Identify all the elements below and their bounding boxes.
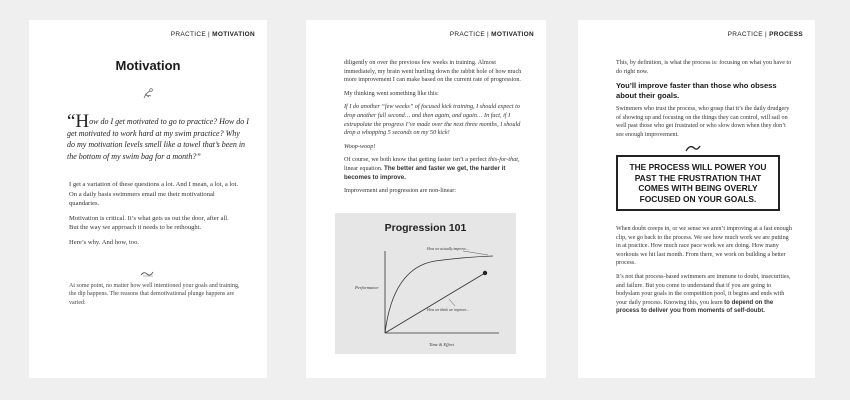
body-text [344,59,524,201]
paragraph: My thinking went something like this: [344,89,439,97]
page-motivation [29,20,267,378]
paragraph: This, by definition, is what the process is: focusing on what you have to do right now. [616,60,792,75]
text-span: , linear equation. [344,156,520,172]
section-heading: You’ll improve faster than those who obsess about their goals. [616,81,777,100]
wave-divider-icon [140,269,156,277]
paragraph: Improvement and progression are non-linear: [344,187,457,195]
y-axis-label: Performance [355,285,379,290]
chart-svg [335,213,516,354]
paragraph: Here’s why. And how, too. [69,238,140,246]
page-title: Motivation [115,58,181,73]
x-axis-label: Time & Effort [429,342,455,347]
think-arrow-pointer [449,299,455,306]
opening-quote [67,111,249,162]
header-section: PRACTICE [727,31,763,38]
page-motivation-2 [306,20,546,378]
quote-dropcap: “H [67,111,90,132]
paragraph: Motivation is critical. It’s what gets us out the door, after all. But the way we approach it needs to be rethought. [69,214,229,232]
page-header: PRACTICE | MOTIVATION [170,31,255,38]
header-topic: MOTIVATION [212,31,255,38]
bold-text: The better and faster we get, the harder it becomes to improve. [344,164,506,181]
page-header: PRACTICE | PROCESS [727,31,803,38]
wave-icon [678,142,708,154]
paragraph: Swimmers who trust the process, who grasp that it’s the daily drudgery of showing up and focusing on the things they can control, will sail on well past those who get frustrated or who slow down when they don’t see enough improvement. [616,106,790,138]
header-section: PRACTICE [170,31,206,38]
swimmer-icon [141,87,155,101]
page-header: PRACTICE | MOTIVATION [449,31,534,38]
header-topic: PROCESS [769,31,803,38]
text-span: this-for-that [488,156,519,164]
header-section: PRACTICE [449,31,485,38]
body-text [69,180,239,253]
paragraph: diligently on over the previous few weeks in training. Almost immediately, my brain went hurtling down the rabbit hole of how much more improvement I can make based on the current rate of progression. [344,59,522,84]
paragraph: I get a variation of these questions a lot. And I mean, a lot, a lot. On a daily basis swimmers email me their motivational quandaries. [69,181,239,208]
actual-curve-label: How we actually improve... [427,247,469,251]
bold-text: to depend on the process to deliver you from moments of self-doubt. [616,298,774,315]
actual-arrow-pointer [463,251,488,255]
chart-title: Progression 101 [384,222,467,234]
callout-box: THE PROCESS WILL POWER YOU PAST THE FRUSTRATION THAT COMES WITH BEING OVERLY FOCUSED ON YOUR GOALS. [616,155,780,211]
swimmer-marker-icon [483,271,487,275]
whoop-text: Woop-woop! [344,142,376,150]
actual-curve [385,256,493,333]
italic-paragraph: If I do another “few weeks” of focused kick training, I should expect to drop another full second… and then again, and again… In fact, if I extrapolate the progress I’ve made over the next three months, I should drop a whopping 5 seconds on my 50 kick! [344,103,521,137]
text-span: Of course, we both know that getting faster isn’t a perfect [344,156,489,164]
think-line-label: How we think we improve... [427,308,470,312]
progression-chart [335,213,516,354]
page-process [578,20,815,378]
body-text-lower [616,225,793,321]
think-line [385,273,485,333]
bottom-paragraph: At some point, no matter how well intentioned your goals and training, the dip happens. The reasons that demotivational plunge happens are varied: [69,283,240,306]
body-text [616,59,793,145]
text-span: It’s not that process-based swimmers are immune to doubt, insecurities, and failure. But you come to understand that if you are going to bodyslam your goals in the competition pool, it begins and ends with your daily process. Knowing this, you learn [616,273,791,306]
paragraph [616,273,793,316]
paragraph [344,156,524,182]
paragraph: When doubt creeps in, or we sense we aren’t improving at a fast enough clip, we go back to the process. We see how much work we are putting in at practice. How much race pace work we are doing. How many workouts we hit last month. From there, we work on building a better process. [616,226,792,267]
header-topic: MOTIVATION [491,31,534,38]
quote-text: ow do I get motivated to go to practice? How do I get motivated to work hard at my swim practice? Why do my motivation levels smell like a towel that’s been in the bottom of my swim bag for a month?” [67,117,249,161]
